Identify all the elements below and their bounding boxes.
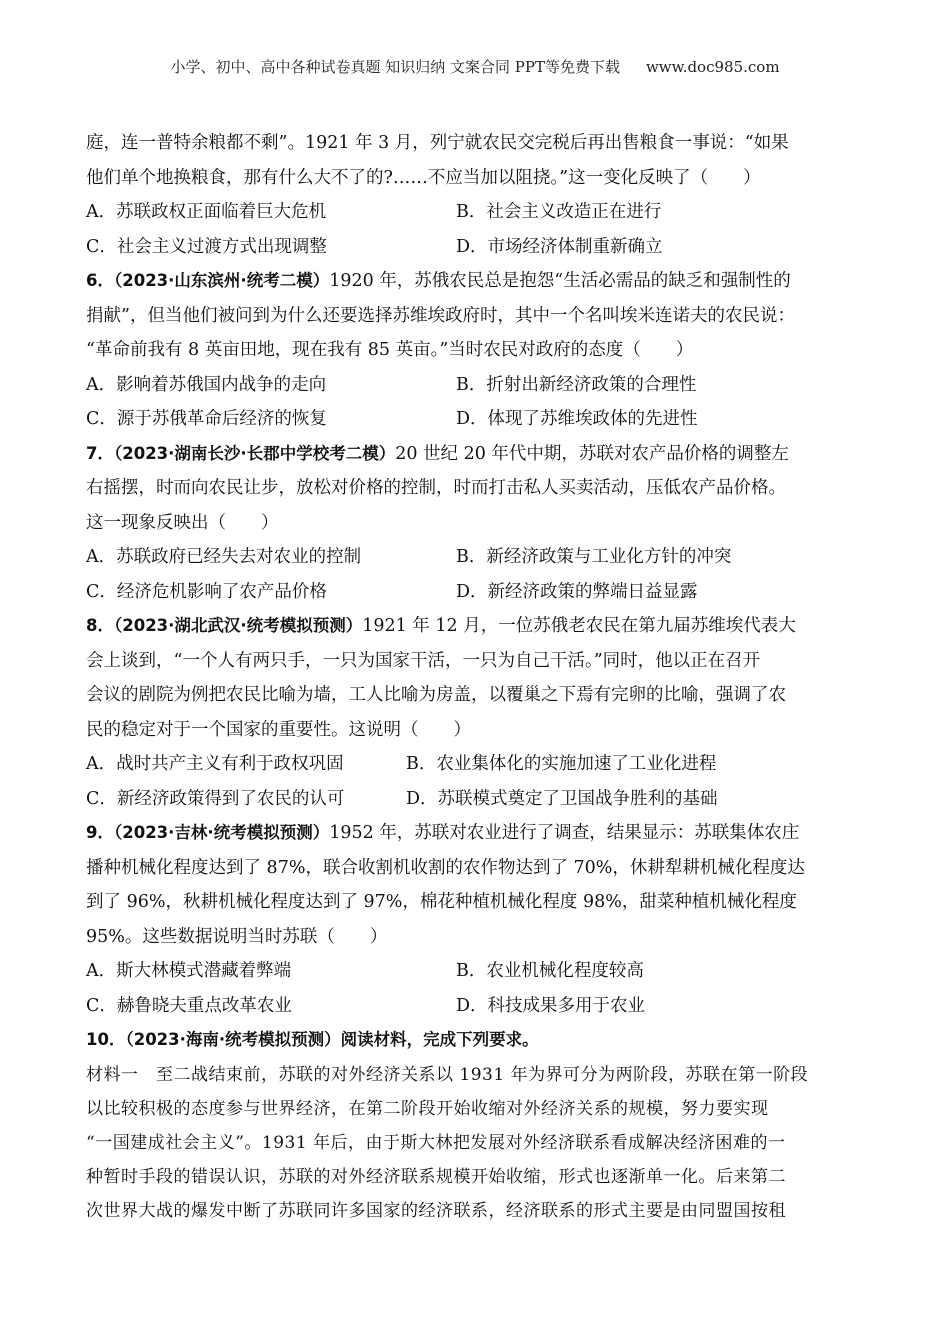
question-text-line: 庭，连一普特余粮都不剩”。1921 年 3 月，列宁就农民交完税后再出售粮食一事说：“如果: [86, 133, 789, 153]
option-c[interactable]: C．社会主义过渡方式出现调整: [86, 236, 327, 257]
question-text-line: [86, 816, 866, 851]
question-text-line: 这一现象反映出（ ）: [86, 512, 279, 533]
option-d[interactable]: D．科技成果多用于农业: [456, 995, 646, 1016]
material-line: 材料一 至二战结束前，苏联的对外经济关系以 1931 年为界可分为两阶段，苏联在第一阶段: [86, 1064, 809, 1085]
question-text-line: [86, 264, 866, 299]
question-heading: 8．（2023·湖北武汉·统考模拟预测）: [86, 616, 363, 635]
question-text-line: 95%。这些数据说明当时苏联（ ）: [86, 926, 388, 947]
question-text: 1920 年，苏俄农民总是抱怨“生活必需品的缺乏和强制性的: [329, 271, 791, 291]
material-line: “一国建成社会主义”。1931 年后，由于斯大林把发展对外经济联系看成解决经济困难的一: [86, 1132, 786, 1153]
option-d[interactable]: D．苏联模式奠定了卫国战争胜利的基础: [406, 788, 718, 809]
option-c[interactable]: C．赫鲁晓夫重点改革农业: [86, 995, 292, 1016]
option-d[interactable]: D．市场经济体制重新确立: [456, 236, 663, 257]
option-a[interactable]: A．战时共产主义有利于政权巩固: [86, 754, 344, 774]
question-text-line: 右摇摆，时而向农民让步，放松对价格的控制，时而打击私人买卖活动，压低农产品价格。: [86, 478, 786, 498]
question-text: 20 世纪 20 年代中期，苏联对农产品价格的调整左: [395, 443, 789, 464]
question-text-line: 会议的剧院为例把农民比喻为墙，工人比喻为房盖，以覆巢之下焉有完卵的比喻，强调了农: [86, 685, 786, 705]
options: [86, 368, 866, 437]
question-text-line: [86, 609, 866, 644]
header-text: 小学、初中、高中各种试卷真题 知识归纳 文案合同 PPT等免费下载: [170, 58, 620, 76]
question-text-line: 捐献”，但当他们被问到为什么还要选择苏维埃政府时，其中一个名叫埃米连诺夫的农民说：: [86, 305, 795, 326]
question-10: [86, 1023, 866, 1228]
question-heading: 6．（2023·山东滨州·统考二模）: [86, 271, 330, 290]
material-passage: [86, 1058, 866, 1228]
question-text-line: 到了 96%，秋耕机械化程度达到了 97%，棉花种植机械化程度 98%，甜菜种植机械化程度: [86, 892, 797, 912]
options: [86, 747, 866, 816]
option-a[interactable]: A．苏联政权正面临着巨大危机: [86, 202, 327, 222]
question-text-line: [86, 437, 866, 472]
option-b[interactable]: B．农业集体化的实施加速了工业化进程: [406, 754, 717, 774]
question-text: 1921 年 12 月，一位苏俄老农民在第九届苏维埃代表大: [362, 616, 796, 636]
question-text-line: 他们单个地换粮食，那有什么大不了的?……不应当加以阻挠。”这一变化反映了（ ）: [86, 167, 761, 188]
header-site-url[interactable]: www.doc985.com: [645, 58, 780, 76]
material-line: 种暂时手段的错误认识，苏联的对外经济联系规模开始收缩，形式也逐渐单一化。后来第二: [86, 1166, 786, 1187]
options: [86, 540, 866, 609]
question-text-line: “革命前我有 8 英亩田地，现在我有 85 英亩。”当时农民对政府的态度（ ）: [86, 340, 694, 360]
question-8: [86, 609, 866, 816]
page-header: [0, 56, 950, 77]
option-a[interactable]: A．苏联政府已经失去对农业的控制: [86, 547, 362, 567]
question-text-line: 民的稳定对于一个国家的重要性。这说明（ ）: [86, 719, 471, 740]
option-b[interactable]: B．新经济政策与工业化方针的冲突: [456, 547, 732, 567]
question-heading: 10．（2023·海南·统考模拟预测）阅读材料，完成下列要求。: [86, 1030, 539, 1049]
options: [86, 954, 866, 1023]
question-text-line: 播种机械化程度达到了 87%，联合收割机收割的农作物达到了 70%，休耕犁耕机械化程度达: [86, 857, 805, 878]
question-heading: 7．（2023·湖南长沙·长郡中学校考二模）: [86, 443, 396, 463]
option-a[interactable]: A．影响着苏俄国内战争的走向: [86, 374, 327, 395]
option-c[interactable]: C．新经济政策得到了农民的认可: [86, 788, 345, 809]
question-text-line: 会上谈到，“一个人有两只手，一只为国家干活，一只为自己干活。”同时，他以正在召开: [86, 650, 761, 671]
option-c[interactable]: C．源于苏俄革命后经济的恢复: [86, 409, 327, 429]
question-5: [86, 126, 866, 264]
option-c[interactable]: C．经济危机影响了农产品价格: [86, 581, 327, 602]
question-text: 1952 年，苏联对农业进行了调查，结果显示：苏联集体农庄: [329, 823, 800, 843]
options: [86, 195, 866, 264]
question-9: [86, 816, 866, 1023]
exam-content: [86, 126, 866, 1228]
option-d[interactable]: D．体现了苏维埃政体的先进性: [456, 409, 698, 429]
option-b[interactable]: B．社会主义改造正在进行: [456, 202, 662, 222]
question-7: [86, 437, 866, 610]
option-a[interactable]: A．斯大林模式潜藏着弊端: [86, 961, 292, 981]
option-b[interactable]: B．农业机械化程度较高: [456, 961, 644, 981]
option-d[interactable]: D．新经济政策的弊端日益显露: [456, 581, 698, 602]
option-b[interactable]: B．折射出新经济政策的合理性: [456, 374, 697, 395]
question-heading: 9．（2023·吉林·统考模拟预测）: [86, 823, 330, 842]
material-line: 次世界大战的爆发中断了苏联同许多国家的经济联系，经济联系的形式主要是由同盟国按租: [86, 1200, 786, 1221]
material-line: 以比较积极的态度参与世界经济，在第二阶段开始收缩对外经济关系的规模，努力要实现: [86, 1098, 769, 1119]
question-6: [86, 264, 866, 437]
